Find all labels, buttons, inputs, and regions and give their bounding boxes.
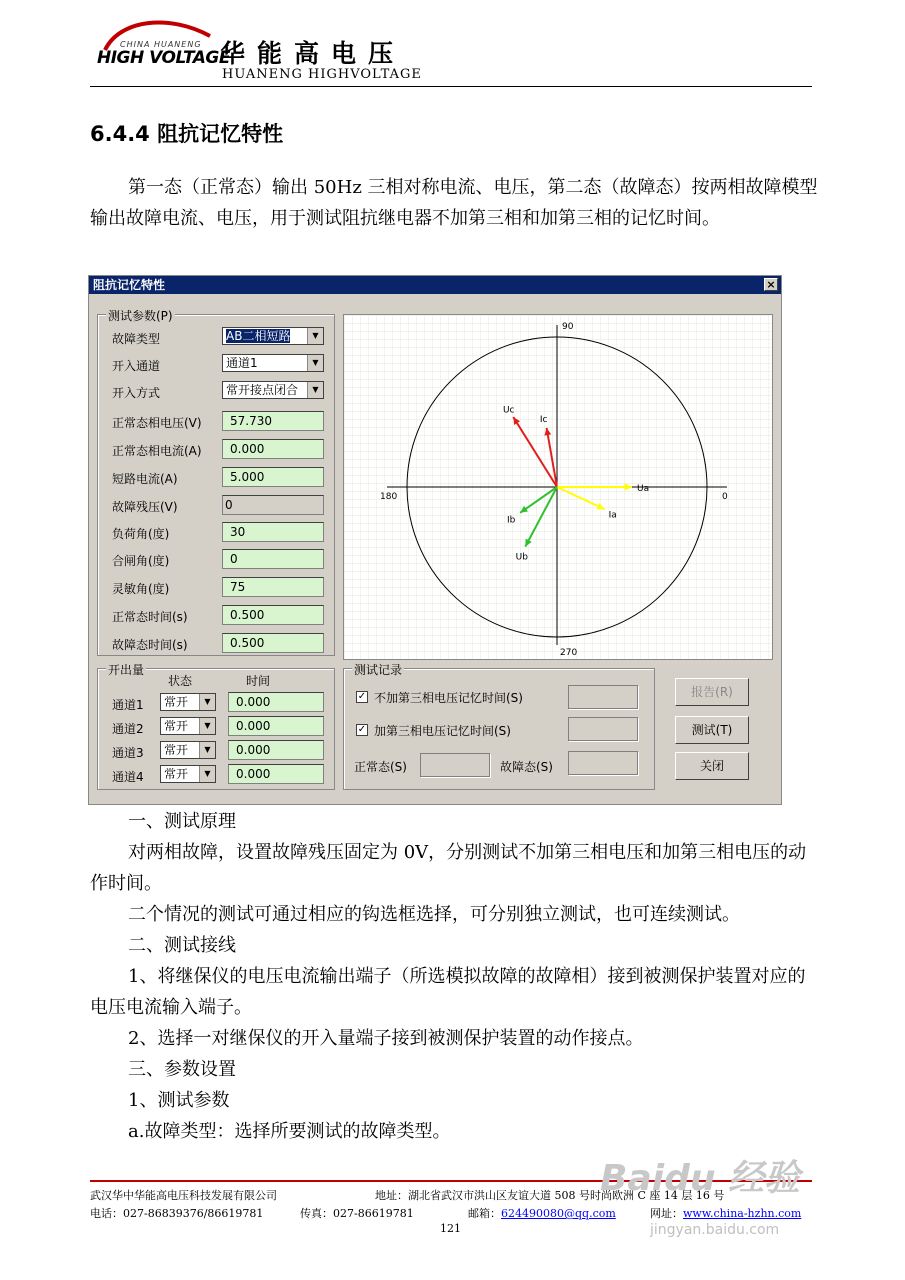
output-channel-label: 通道4 — [112, 770, 144, 784]
normal-state-result — [420, 753, 490, 777]
body-paragraph: 三、参数设置 — [128, 1059, 236, 1080]
output-state-value: 常开 — [164, 695, 189, 709]
chevron-down-icon[interactable]: ▼ — [199, 742, 215, 758]
param-input[interactable]: 75 — [222, 577, 324, 597]
param-label: 短路电流(A) — [112, 472, 178, 486]
param-input[interactable]: 0.500 — [222, 633, 324, 653]
test-record-group — [343, 663, 655, 790]
output-state-select[interactable] — [160, 717, 216, 735]
param-label: 正常态相电流(A) — [112, 444, 202, 458]
footer-web-label: 网址： — [650, 1207, 683, 1220]
phasor-label: Ia — [608, 510, 617, 521]
body-paragraph: a.故障类型：选择所要测试的故障类型。 — [128, 1121, 451, 1142]
param-select-value: 常开接点闭合 — [226, 383, 299, 397]
param-label: 故障残压(V) — [112, 500, 178, 514]
page-number: 121 — [440, 1222, 461, 1235]
footer-email-label: 邮箱： — [468, 1207, 501, 1220]
param-select[interactable] — [222, 327, 324, 345]
no-third-phase-checkbox[interactable]: ✓ — [357, 691, 367, 702]
test-record-label: 测试记录 — [354, 663, 403, 677]
impedance-memory-dialog — [88, 275, 782, 805]
output-state-select[interactable] — [160, 693, 216, 711]
close-button[interactable]: 关闭 — [675, 752, 749, 780]
body-paragraph: 2、选择一对继保仪的开入量端子接到被测保护装置的动作接点。 — [128, 1028, 644, 1049]
third-phase-result — [568, 717, 638, 741]
outputs-label: 开出量 — [108, 663, 145, 677]
normal-state-label: 正常态(S) — [354, 760, 407, 774]
phasor-label: Ib — [506, 515, 516, 526]
param-select[interactable] — [222, 354, 324, 372]
param-input[interactable]: 0.000 — [222, 439, 324, 459]
test-params-group — [97, 309, 335, 656]
body-paragraph: 对两相故障，设置故障残压固定为 0V，分别测试不加第三相电压和加第三相电压的动作时间。 — [90, 842, 807, 894]
fault-state-label: 故障态(S) — [500, 760, 553, 774]
body-paragraph: 1、将继保仪的电压电流输出端子（所选模拟故障的故障相）接到被测保护装置对应的电压电流输入端子。 — [90, 966, 806, 1018]
param-input[interactable]: 0 — [222, 549, 324, 569]
chevron-down-icon[interactable]: ▼ — [199, 694, 215, 710]
chevron-down-icon[interactable]: ▼ — [199, 718, 215, 734]
watermark-logo: Baidu 经验 — [600, 1158, 801, 1199]
param-input[interactable]: 0 — [222, 495, 324, 515]
chevron-down-icon[interactable]: ▼ — [199, 766, 215, 782]
phasor-diagram — [343, 314, 773, 660]
axis-label-0: 0 — [722, 492, 728, 502]
output-channel-label: 通道1 — [112, 698, 144, 712]
test-params-label: 测试参数(P) — [108, 309, 173, 323]
no-third-phase-label: 不加第三相电压记忆时间(S) — [374, 691, 523, 705]
test-button[interactable]: 测试(T) — [675, 716, 749, 744]
output-time-input[interactable]: 0.000 — [228, 692, 324, 712]
outputs-group — [97, 663, 335, 790]
param-label: 故障态时间(s) — [112, 638, 188, 652]
brand-name-en: HUANENG HIGHVOLTAGE — [222, 67, 422, 82]
param-label: 负荷角(度) — [112, 527, 170, 541]
param-label: 合闸角(度) — [112, 554, 170, 568]
param-label: 开入方式 — [112, 386, 161, 400]
watermark-url: jingyan.baidu.com — [650, 1222, 780, 1238]
chevron-down-icon[interactable]: ▼ — [307, 328, 323, 344]
dialog-title: 阻抗记忆特性 — [93, 278, 166, 292]
footer-web-block — [650, 1205, 801, 1221]
fault-state-result — [568, 751, 638, 775]
output-time-input[interactable]: 0.000 — [228, 716, 324, 736]
output-time-input[interactable]: 0.000 — [228, 740, 324, 760]
param-input[interactable]: 30 — [222, 522, 324, 542]
chevron-down-icon[interactable]: ▼ — [307, 355, 323, 371]
footer-web-link[interactable]: www.china-hzhn.com — [683, 1207, 802, 1220]
logo-small-text: CHINA HUANENG — [120, 40, 202, 49]
header-rule — [90, 86, 812, 87]
axis-label-180: 180 — [380, 492, 398, 502]
third-phase-label: 加第三相电压记忆时间(S) — [374, 724, 511, 738]
outputs-col-state: 状态 — [168, 674, 193, 688]
param-label: 灵敏角(度) — [112, 582, 170, 596]
logo-main-text: HIGH VOLTAGE — [97, 48, 230, 68]
brand-name-cn: 华能高电压 — [220, 39, 406, 68]
no-third-phase-result — [568, 685, 638, 709]
chevron-down-icon[interactable]: ▼ — [307, 382, 323, 398]
phasor-svg — [344, 315, 772, 659]
param-input[interactable]: 0.500 — [222, 605, 324, 625]
intro-text: 第一态（正常态）输出 50Hz 三相对称电流、电压，第二态（故障态）按两相故障模型输出故障电流、电压，用于测试阻抗继电器不加第三相和加第三相的记忆时间。 — [90, 177, 818, 229]
section-title: 6.4.4 阻抗记忆特性 — [90, 122, 284, 146]
outputs-col-time: 时间 — [246, 674, 271, 688]
phasor-label: Ub — [515, 552, 528, 563]
phasor-label: Uc — [502, 405, 515, 416]
phasor-label: Ua — [637, 484, 650, 494]
body-paragraph: 1、测试参数 — [128, 1090, 230, 1111]
footer-phone: 电话：027-86839376/86619781 — [90, 1207, 264, 1220]
param-label: 正常态时间(s) — [112, 610, 188, 624]
body-paragraph: 二个情况的测试可通过相应的钩选框选择，可分别独立测试，也可连续测试。 — [128, 904, 740, 925]
body-text — [90, 806, 820, 1147]
body-paragraph: 二、测试接线 — [128, 935, 236, 956]
footer-email-block — [468, 1205, 616, 1221]
axis-label-270: 270 — [560, 648, 578, 658]
output-state-select[interactable] — [160, 741, 216, 759]
phasor-label: Ic — [539, 415, 548, 426]
param-input[interactable]: 5.000 — [222, 467, 324, 487]
param-select[interactable] — [222, 381, 324, 399]
close-icon[interactable]: × — [764, 278, 778, 291]
param-label: 故障类型 — [112, 332, 161, 346]
third-phase-checkbox[interactable]: ✓ — [357, 724, 367, 735]
param-label: 正常态相电压(V) — [112, 416, 202, 430]
footer-email-link[interactable]: 624490080@qq.com — [501, 1207, 616, 1220]
param-input[interactable]: 57.730 — [222, 411, 324, 431]
output-state-value: 常开 — [164, 743, 189, 757]
output-time-input[interactable]: 0.000 — [228, 764, 324, 784]
output-state-value: 常开 — [164, 719, 189, 733]
report-button[interactable]: 报告(R) — [675, 678, 749, 706]
body-paragraph: 一、测试原理 — [128, 811, 236, 832]
intro-paragraph — [90, 172, 820, 234]
param-label: 开入通道 — [112, 359, 161, 373]
axis-label-90: 90 — [562, 322, 574, 332]
footer-fax: 传真：027-86619781 — [300, 1207, 414, 1220]
output-channel-label: 通道3 — [112, 746, 144, 760]
param-select-value: AB二相短路 — [226, 329, 291, 343]
output-state-select[interactable] — [160, 765, 216, 783]
footer-company: 武汉华中华能高电压科技发展有限公司 — [90, 1189, 277, 1202]
footer-address: 地址：湖北省武汉市洪山区友谊大道 508 号时尚欧洲 C 座 14 层 16 号 — [375, 1189, 725, 1202]
output-channel-label: 通道2 — [112, 722, 144, 736]
param-select-value: 通道1 — [226, 356, 258, 370]
dialog-titlebar — [89, 276, 781, 294]
output-state-value: 常开 — [164, 767, 189, 781]
